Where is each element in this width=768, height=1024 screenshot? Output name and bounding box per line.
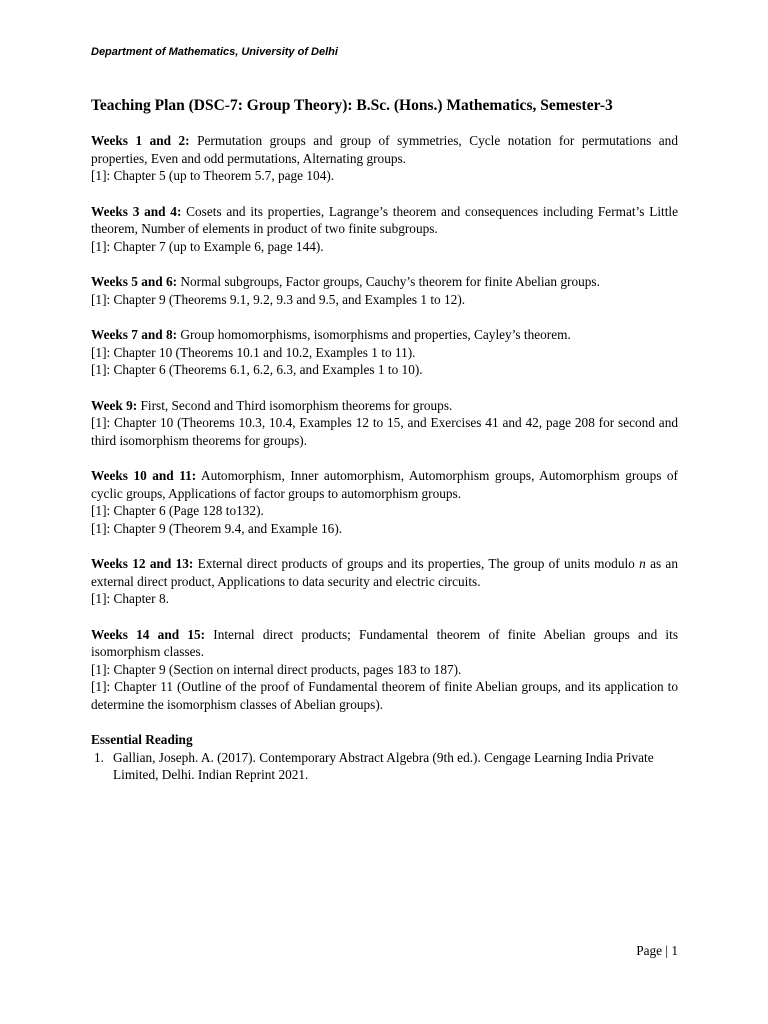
- week-topics: Permutation groups and group of symmetries, Cycle notation for permutations and properties, Even and odd permutations, Alternating groups.: [91, 133, 678, 166]
- page-number: Page | 1: [636, 943, 678, 958]
- week-topics-continued: as an external direct product, Applications to data security and electric circuits.: [91, 556, 678, 589]
- reference-line: [1]: Chapter 11 (Outline of the proof of Fundamental theorem of finite Abelian groups, and its application to determine the isomorphism classes of Abelian groups).: [91, 679, 678, 712]
- document-body: [91, 96, 678, 784]
- week-topics: External direct products of groups and its properties, The group of units modulo: [193, 556, 640, 571]
- reference-line: [1]: Chapter 9 (Theorem 9.4, and Example 16).: [91, 520, 343, 536]
- week-section: [91, 326, 678, 379]
- week-label: Weeks 1 and 2:: [91, 133, 190, 148]
- week-label: Weeks 14 and 15:: [91, 626, 206, 642]
- week-topics: Automorphism, Inner automorphism, Automorphism groups, Automorphism groups of cyclic groups, Applications of factor groups to automorphism groups.: [91, 468, 678, 501]
- list-item-number: 1.: [94, 749, 104, 765]
- week-topics: Cosets and its properties, Lagrange’s theorem and consequences including Fermat’s Little theorem, Number of elements in product of two finite subgroups.: [91, 203, 678, 236]
- essential-reading: [91, 731, 678, 784]
- week-description: [91, 132, 678, 167]
- reference-line: [1]: Chapter 10 (Theorems 10.1 and 10.2, Examples 1 to 11).: [91, 344, 416, 360]
- week-description: [91, 626, 678, 661]
- reference-line: [1]: Chapter 7 (up to Example 6, page 144).: [91, 238, 324, 254]
- week-section: [91, 555, 678, 608]
- week-section: [91, 626, 678, 714]
- reference-line: [1]: Chapter 5 (up to Theorem 5.7, page 104).: [91, 168, 335, 183]
- week-label: Weeks 7 and 8:: [91, 327, 178, 342]
- list-item: [91, 749, 678, 784]
- week-topics: First, Second and Third isomorphism theorems for groups.: [137, 397, 453, 413]
- week-topics: Internal direct products; Fundamental theorem of finite Abelian groups and its isomorphism classes.: [91, 626, 678, 659]
- week-label: Weeks 10 and 11:: [91, 468, 197, 483]
- reference-line: [1]: Chapter 9 (Theorems 9.1, 9.2, 9.3 and 9.5, and Examples 1 to 12).: [91, 291, 466, 307]
- page-title: Teaching Plan (DSC-7: Group Theory): B.Sc. (Hons.) Mathematics, Semester-3: [91, 97, 613, 114]
- week-label: Weeks 12 and 13:: [91, 556, 194, 571]
- week-description: [91, 203, 678, 238]
- week-label: Weeks 3 and 4:: [91, 203, 182, 219]
- variable-n: n: [639, 556, 646, 571]
- week-section: [91, 203, 678, 256]
- week-section: [91, 397, 678, 450]
- list-item-text: Gallian, Joseph. A. (2017). Contemporary Abstract Algebra (9th ed.). Cengage Learning India Private Limited, Delhi. Indian Reprint 2021.: [113, 749, 654, 782]
- week-topics: Group homomorphisms, isomorphisms and properties, Cayley’s theorem.: [177, 327, 571, 342]
- reference-line: [1]: Chapter 6 (Page 128 to132).: [91, 503, 264, 518]
- reading-list: [91, 749, 678, 784]
- page-header: Department of Mathematics, University of Delhi: [91, 46, 338, 58]
- week-label: Weeks 5 and 6:: [91, 274, 178, 289]
- reference-line: [1]: Chapter 8.: [91, 591, 169, 606]
- week-label: Week 9:: [91, 397, 138, 413]
- week-section: [91, 273, 678, 308]
- week-description: [91, 467, 678, 502]
- week-section: [91, 467, 678, 537]
- week-topics: Normal subgroups, Factor groups, Cauchy’s theorem for finite Abelian groups.: [177, 274, 600, 289]
- essential-reading-heading: Essential Reading: [91, 732, 193, 747]
- week-description: [91, 326, 678, 344]
- week-description: [91, 397, 678, 415]
- week-description: [91, 555, 678, 590]
- week-section: [91, 132, 678, 185]
- reference-line: [1]: Chapter 9 (Section on internal direct products, pages 183 to 187).: [91, 661, 462, 677]
- reference-line: [1]: Chapter 10 (Theorems 10.3, 10.4, Examples 12 to 15, and Exercises 41 and 42, page 208 for second and third isomorphism theorems for groups).: [91, 415, 678, 448]
- reference-line: [1]: Chapter 6 (Theorems 6.1, 6.2, 6.3, and Examples 1 to 10).: [91, 362, 423, 377]
- week-description: [91, 273, 678, 291]
